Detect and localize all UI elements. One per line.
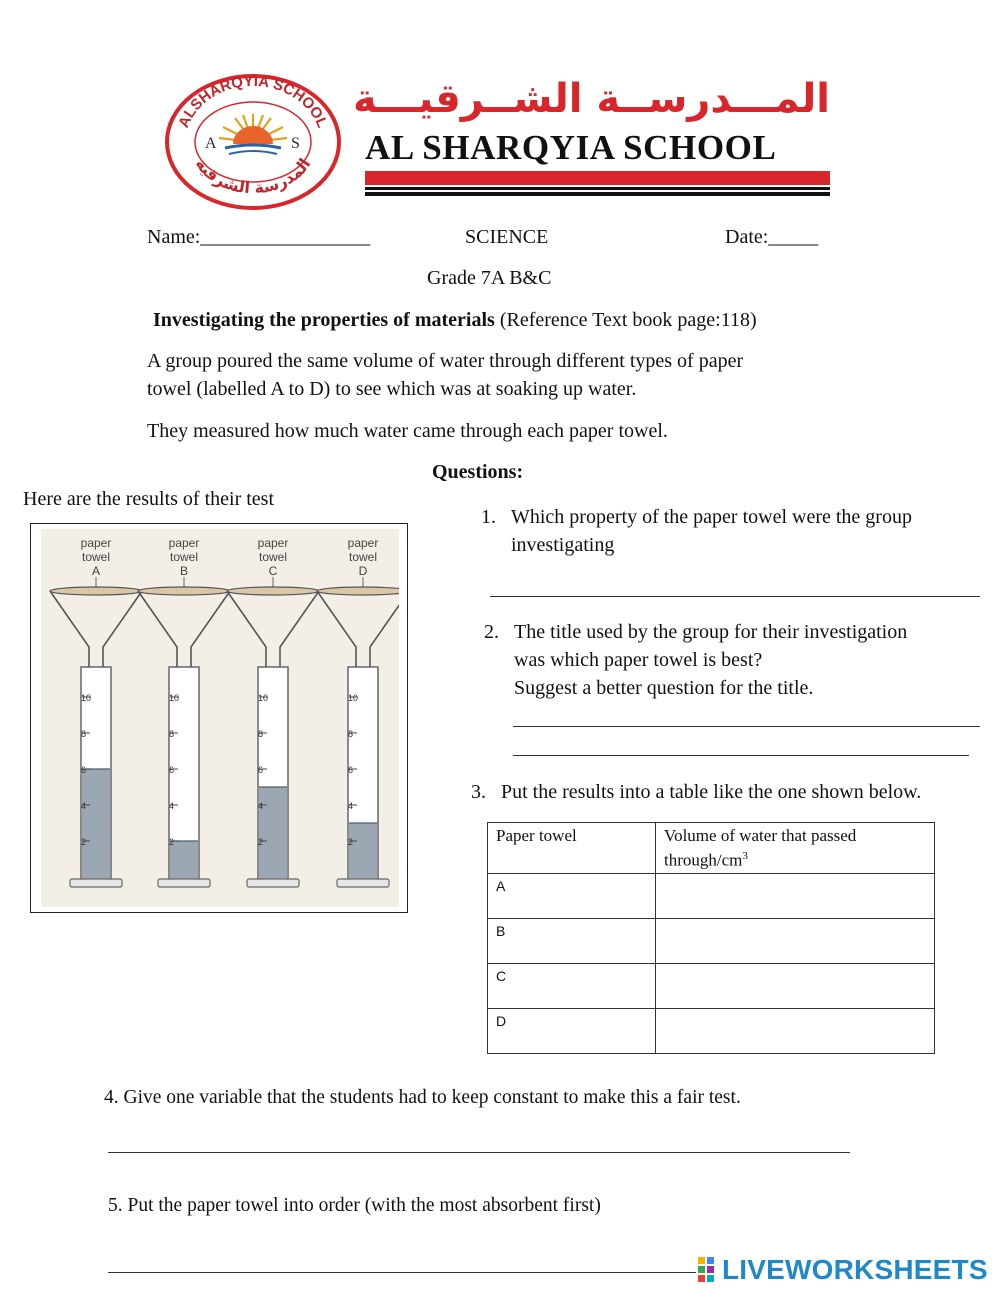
answer-line-q5[interactable] [108, 1272, 696, 1273]
question-1-text-line2: investigating [511, 534, 615, 556]
table-header-volume-line1: Volume of water that passed [664, 826, 857, 845]
scale-label-d-10: 10 [348, 693, 359, 703]
scale-label-b-8: 8 [169, 729, 175, 739]
scale-label-d-6: 6 [348, 765, 354, 775]
scale-label-b-2: 2 [169, 837, 175, 847]
questions-heading: Questions: [432, 461, 524, 483]
cylinder-base-b [158, 879, 210, 887]
scale-label-a-4: 4 [81, 801, 87, 811]
table-header-volume [656, 823, 935, 874]
table-cell-volume-c[interactable] [656, 963, 935, 1008]
cylinder-base-c [247, 879, 299, 887]
paper-towel-a [50, 587, 142, 595]
measuring-cylinders-diagram [41, 529, 399, 907]
question-2-number: 2. [484, 621, 499, 643]
header-divider-bar [365, 171, 830, 197]
diagram-label-towel-c: towel [258, 550, 288, 564]
scale-label-a-8: 8 [81, 729, 87, 739]
scale-label-d-8: 8 [348, 729, 354, 739]
intro-line-1: A group poured the same volume of water through different types of paper [147, 350, 744, 372]
scale-label-a-6: 6 [81, 765, 87, 775]
diagram-label-paper-c: paper [257, 536, 289, 550]
question-3-text: Put the results into a table like the one shown below. [501, 781, 922, 803]
question-1 [481, 503, 912, 531]
scale-label-c-10: 10 [258, 693, 269, 703]
table-row [488, 1008, 935, 1053]
table-cell-towel-b: B [488, 918, 656, 963]
name-field-label: Name:_________________ [147, 226, 371, 248]
table-header-row [488, 823, 935, 874]
scale-label-a-10: 10 [81, 693, 92, 703]
scale-label-c-6: 6 [258, 765, 264, 775]
scale-label-d-2: 2 [348, 837, 354, 847]
worksheet-title-reference: (Reference Text book page:118) [499, 309, 757, 331]
worksheet-title [153, 306, 757, 334]
scale-label-a-2: 2 [81, 837, 87, 847]
diagram-label-paper-b: paper [168, 536, 200, 550]
scale-label-c-8: 8 [258, 729, 264, 739]
diagram-label-letter-c: C [268, 564, 278, 578]
table-row [488, 873, 935, 918]
grade-label: Grade 7A B&C [427, 267, 552, 289]
question-2-text-line1: The title used by the group for their investigation [514, 621, 908, 643]
question-3-number: 3. [471, 781, 486, 803]
table-cell-towel-c: C [488, 963, 656, 1008]
scale-label-b-6: 6 [169, 765, 175, 775]
school-name-english: AL SHARQYIA SCHOOL [365, 128, 777, 167]
table-cell-volume-a[interactable] [656, 873, 935, 918]
table-header-volume-line2: through/cm [664, 850, 743, 870]
table-header-volume-unit-sup: 3 [742, 850, 748, 862]
scale-label-c-4: 4 [258, 801, 264, 811]
scale-label-d-4: 4 [348, 801, 354, 811]
diagram-label-letter-b: B [179, 564, 189, 578]
results-caption: Here are the results of their test [23, 488, 275, 510]
table-header-paper-towel: Paper towel [488, 823, 656, 874]
scale-label-b-4: 4 [169, 801, 175, 811]
paper-towel-c [227, 587, 319, 595]
scale-label-c-2: 2 [258, 837, 264, 847]
water-level-d [349, 823, 377, 878]
table-cell-towel-d: D [488, 1008, 656, 1053]
question-3 [471, 778, 921, 806]
paper-towel-d [317, 587, 399, 595]
question-2 [484, 618, 907, 646]
scale-label-b-10: 10 [169, 693, 180, 703]
question-1-text-line1: Which property of the paper towel were the group [511, 506, 912, 528]
seal-letter-a: A [205, 135, 217, 152]
school-seal-logo [163, 72, 343, 212]
diagram-label-letter-a: A [91, 564, 101, 578]
table-cell-towel-a: A [488, 873, 656, 918]
intro-line-2: towel (labelled A to D) to see which was at soaking up water. [147, 378, 637, 400]
diagram-label-towel-b: towel [169, 550, 199, 564]
answer-line-q2-b[interactable] [513, 755, 969, 756]
table-cell-volume-b[interactable] [656, 918, 935, 963]
worksheet-title-bold: Investigating the properties of materials [153, 309, 495, 331]
cylinder-base-d [337, 879, 389, 887]
sun-icon [219, 114, 287, 154]
date-field-label: Date:_____ [725, 226, 819, 248]
results-image-frame [30, 523, 408, 913]
liveworksheets-logo-icon [698, 1256, 722, 1284]
intro-line-3: They measured how much water came through each paper towel. [147, 420, 668, 442]
diagram-label-paper-d: paper [347, 536, 379, 550]
liveworksheets-brand [698, 1255, 988, 1285]
diagram-label-towel-a: towel [81, 550, 111, 564]
liveworksheets-wordmark: LIVEWORKSHEETS [722, 1254, 988, 1285]
school-name-arabic: المـــدرســة الشــرقيـــة [352, 76, 830, 122]
table-cell-volume-d[interactable] [656, 1008, 935, 1053]
svg-text:المدرسة الشرقية [192, 155, 315, 198]
table-row [488, 918, 935, 963]
answer-line-q2-a[interactable] [513, 726, 980, 727]
question-5: 5. Put the paper towel into order (with the most absorbent first) [108, 1195, 601, 1216]
diagram-label-paper-a: paper [80, 536, 112, 550]
paper-towel-b [138, 587, 230, 595]
diagram-label-letter-d: D [358, 564, 368, 578]
table-row [488, 963, 935, 1008]
question-4: 4. Give one variable that the students had to keep constant to make this a fair test. [104, 1087, 741, 1108]
answer-line-q1[interactable] [490, 596, 980, 597]
seal-bottom-text: المدرسة الشرقية [191, 154, 315, 198]
seal-top-text: ALSHARQYIA SCHOOL [175, 72, 331, 131]
water-level-c [259, 787, 287, 878]
water-level-a [82, 769, 110, 878]
answer-line-q4[interactable] [108, 1152, 850, 1153]
results-table [487, 822, 935, 1054]
subject-label: SCIENCE [465, 226, 549, 248]
diagram-label-towel-d: towel [348, 550, 378, 564]
question-2-text-line2: was which paper towel is best? [514, 649, 763, 671]
cylinder-base-a [70, 879, 122, 887]
water-level-b [170, 841, 198, 878]
seal-letter-s: S [291, 135, 300, 152]
question-1-number: 1. [481, 506, 496, 528]
question-2-text-line3: Suggest a better question for the title. [514, 677, 814, 699]
